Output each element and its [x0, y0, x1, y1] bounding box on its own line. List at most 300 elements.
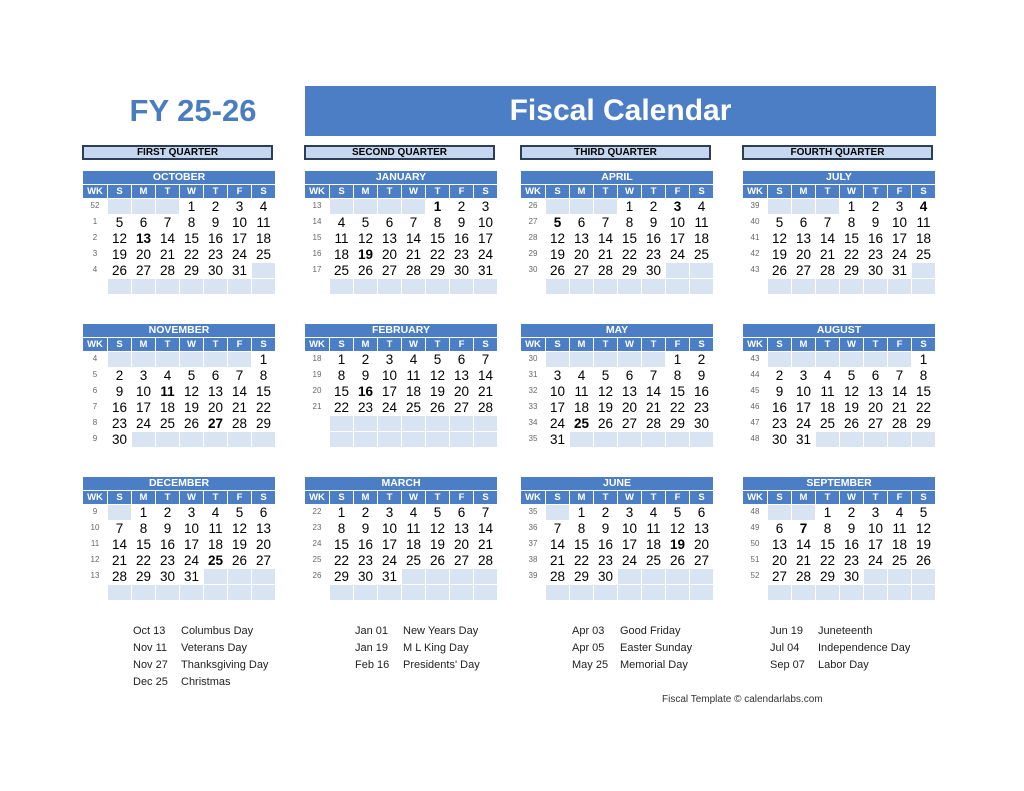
week-number: [83, 584, 107, 600]
empty-day-cell: [132, 352, 155, 367]
day-cell: 14: [645, 384, 662, 400]
empty-day-cell: [912, 263, 935, 278]
day-cell: 13: [381, 231, 398, 247]
empty-day-cell: [204, 352, 227, 367]
holiday-date: Sep 07: [770, 659, 805, 671]
empty-day-cell: [690, 432, 713, 447]
day-cell: 28: [405, 263, 422, 279]
weekday-header: F: [666, 491, 689, 504]
day-cell: 29: [333, 569, 350, 585]
day-cell: 3: [385, 505, 394, 520]
weekday-header: T: [204, 185, 227, 198]
empty-day-cell: [816, 352, 839, 367]
day-cell: 15: [573, 537, 590, 553]
week-number-header: WK: [305, 338, 329, 351]
weekday-header: S: [768, 185, 791, 198]
holiday-item: [572, 623, 692, 640]
week-row: [304, 568, 497, 584]
week-number-header: WK: [521, 491, 545, 504]
weekday-header: T: [156, 338, 179, 351]
day-cell: 11: [916, 215, 931, 231]
empty-day-cell: [450, 432, 473, 447]
day-cell: 7: [409, 215, 418, 231]
week-number: 5: [92, 370, 98, 380]
week-number: 6: [92, 386, 98, 396]
empty-day-cell: [666, 432, 689, 447]
weekday-header: F: [228, 185, 251, 198]
day-cell: 16: [645, 231, 662, 247]
day-cell: 11: [820, 384, 835, 400]
holiday-item: [572, 657, 692, 674]
empty-day-cell: [426, 416, 449, 431]
day-cell: 22: [843, 247, 860, 263]
empty-day-cell: [252, 432, 275, 447]
week-row: [520, 383, 713, 399]
day-cell: 12: [915, 521, 932, 537]
weekday-header: S: [330, 338, 353, 351]
empty-day-cell: [912, 432, 935, 447]
empty-day-cell: [546, 352, 569, 367]
weekday-header: T: [594, 185, 617, 198]
day-cell: 12: [843, 384, 860, 400]
day-cell: 13: [795, 231, 812, 247]
day-cell: 26: [357, 263, 374, 279]
empty-day-cell: [228, 569, 251, 584]
day-cell: 30: [771, 432, 788, 448]
week-row: [742, 552, 935, 568]
week-number: 20: [312, 386, 322, 396]
empty-day-cell: [618, 432, 641, 447]
empty-day-cell: [252, 585, 275, 600]
empty-day-cell: [840, 352, 863, 367]
day-cell: 12: [183, 384, 200, 400]
weekday-header: T: [594, 491, 617, 504]
day-cell: 15: [333, 537, 350, 553]
empty-day-cell: [450, 279, 473, 294]
holiday-name: Veterans Day: [181, 642, 248, 654]
day-cell: 18: [405, 384, 422, 400]
day-cell: 27: [771, 569, 788, 585]
weekday-header: W: [840, 338, 863, 351]
week-row: [520, 568, 713, 584]
month-title: AUGUST: [743, 324, 935, 337]
empty-day-cell: [888, 432, 911, 447]
week-number: 26: [528, 201, 538, 210]
week-number: 8: [92, 418, 98, 428]
day-cell: 30: [597, 569, 614, 585]
empty-day-cell: [378, 432, 401, 447]
week-number: 13: [312, 201, 322, 210]
day-cell: 11: [694, 215, 709, 231]
day-cell: 22: [819, 553, 836, 569]
weekday-header: M: [792, 185, 815, 198]
day-cell: 30: [159, 569, 176, 585]
weekday-header: T: [156, 185, 179, 198]
day-cell: 19: [549, 247, 566, 263]
empty-day-cell: [204, 585, 227, 600]
week-number: 35: [528, 434, 538, 444]
weekday-header: F: [450, 491, 473, 504]
weekday-header: S: [690, 491, 713, 504]
day-cell: 14: [597, 231, 614, 247]
day-cell: 24: [135, 416, 152, 432]
month-title: MAY: [521, 324, 713, 337]
weekday-header: T: [378, 185, 401, 198]
week-number-header: WK: [305, 185, 329, 198]
day-cell: 7: [481, 352, 490, 367]
empty-day-cell: [546, 585, 569, 600]
day-cell: 5: [919, 505, 928, 520]
weekday-header: S: [912, 185, 935, 198]
day-cell: 10: [549, 384, 566, 400]
week-number: 37: [528, 539, 538, 549]
day-cell: 6: [457, 505, 466, 520]
empty-day-cell: [912, 569, 935, 584]
week-number: 19: [312, 370, 322, 380]
week-number: 7: [92, 402, 98, 412]
month-february: [304, 324, 497, 448]
day-cell: 6: [259, 505, 268, 520]
holiday-day-cell: 4: [919, 199, 928, 214]
day-cell: 1: [337, 352, 346, 367]
empty-day-cell: [402, 569, 425, 584]
week-number: 29: [528, 249, 538, 259]
weekday-header: S: [912, 338, 935, 351]
empty-day-cell: [570, 352, 593, 367]
weekday-header-row: [304, 490, 497, 504]
empty-day-cell: [888, 352, 911, 367]
week-number-header: WK: [83, 338, 107, 351]
day-cell: 15: [255, 384, 272, 400]
weekday-header: F: [450, 185, 473, 198]
weekday-header: M: [132, 338, 155, 351]
week-number: 1: [92, 217, 98, 227]
empty-day-cell: [912, 585, 935, 600]
day-cell: 12: [597, 384, 614, 400]
month-january: [304, 171, 497, 295]
day-cell: 20: [693, 537, 710, 553]
day-cell: 16: [159, 537, 176, 553]
weekday-header: W: [618, 338, 641, 351]
week-number: 25: [312, 555, 322, 565]
day-cell: 22: [333, 553, 350, 569]
day-cell: 13: [453, 368, 470, 384]
weekday-header: T: [426, 185, 449, 198]
week-number: 30: [528, 265, 538, 275]
day-cell: 16: [867, 231, 884, 247]
week-number-header: WK: [521, 185, 545, 198]
week-number: 39: [750, 201, 760, 210]
empty-day-cell: [768, 352, 791, 367]
empty-day-cell: [570, 199, 593, 214]
empty-day-cell: [228, 279, 251, 294]
empty-day-cell: [354, 416, 377, 431]
day-cell: 2: [361, 352, 370, 367]
empty-day-cell: [642, 569, 665, 584]
month-july: [742, 171, 935, 295]
day-cell: 9: [361, 521, 370, 537]
day-cell: 1: [847, 199, 856, 214]
day-cell: 5: [601, 368, 610, 384]
weekday-header: F: [888, 185, 911, 198]
day-cell: 5: [775, 215, 784, 231]
empty-day-cell: [474, 432, 497, 447]
day-cell: 30: [357, 569, 374, 585]
week-number: 4: [92, 265, 98, 275]
weekday-header: W: [180, 338, 203, 351]
month-title: JANUARY: [305, 171, 497, 184]
day-cell: 16: [207, 231, 224, 247]
day-cell: 2: [775, 368, 784, 384]
day-cell: 28: [795, 569, 812, 585]
day-cell: 19: [183, 400, 200, 416]
day-cell: 2: [601, 505, 610, 520]
day-cell: 10: [669, 215, 686, 231]
week-row: [742, 536, 935, 552]
day-cell: 8: [259, 368, 268, 384]
empty-day-cell: [474, 279, 497, 294]
day-cell: 12: [429, 521, 446, 537]
week-number: [305, 415, 329, 431]
day-cell: 8: [625, 215, 634, 231]
weekday-header: T: [864, 338, 887, 351]
week-number: 45: [750, 386, 760, 396]
day-cell: 30: [693, 416, 710, 432]
day-cell: 9: [601, 521, 610, 537]
day-cell: 27: [867, 416, 884, 432]
month-title: MARCH: [305, 477, 497, 490]
holiday-date: Apr 05: [572, 642, 605, 654]
week-number: 26: [312, 571, 322, 581]
day-cell: 31: [183, 569, 200, 585]
day-cell: 4: [823, 368, 832, 384]
day-cell: 23: [867, 247, 884, 263]
day-cell: 2: [115, 368, 124, 384]
weekday-header: W: [402, 491, 425, 504]
weekday-header: S: [252, 185, 275, 198]
day-cell: 11: [574, 384, 589, 400]
week-row: [82, 415, 275, 431]
day-cell: 5: [433, 352, 442, 367]
empty-day-cell: [132, 432, 155, 447]
weekday-header: T: [378, 491, 401, 504]
day-cell: 8: [433, 215, 442, 231]
holiday-day-cell: 5: [553, 215, 562, 231]
weekday-header: S: [474, 338, 497, 351]
weekday-header: M: [132, 491, 155, 504]
day-cell: 29: [621, 263, 638, 279]
weekday-header: S: [474, 491, 497, 504]
day-cell: 14: [795, 537, 812, 553]
empty-day-cell: [378, 199, 401, 214]
footer-credit: Fiscal Template © calendarlabs.com: [662, 694, 823, 705]
day-cell: 31: [477, 263, 494, 279]
week-row: [304, 536, 497, 552]
day-cell: 24: [381, 400, 398, 416]
weekday-header: S: [108, 338, 131, 351]
day-cell: 24: [381, 553, 398, 569]
weekday-header: F: [228, 338, 251, 351]
day-cell: 26: [549, 263, 566, 279]
day-cell: 13: [573, 231, 590, 247]
week-row: [742, 351, 935, 367]
weekday-header-row: [82, 337, 275, 351]
day-cell: 26: [597, 416, 614, 432]
day-cell: 24: [669, 247, 686, 263]
day-cell: 21: [111, 553, 128, 569]
week-row: [520, 584, 713, 600]
empty-day-cell: [180, 585, 203, 600]
week-row: [304, 520, 497, 536]
weekday-header: S: [546, 185, 569, 198]
empty-day-cell: [666, 569, 689, 584]
week-row: [742, 214, 935, 230]
empty-day-cell: [570, 432, 593, 447]
empty-day-cell: [474, 569, 497, 584]
week-row: [742, 415, 935, 431]
empty-day-cell: [132, 585, 155, 600]
day-cell: 20: [255, 537, 272, 553]
empty-day-cell: [840, 432, 863, 447]
day-cell: 11: [334, 231, 349, 247]
holiday-date: May 25: [572, 659, 609, 671]
weekday-header: T: [816, 185, 839, 198]
day-cell: 9: [163, 521, 172, 537]
day-cell: 4: [259, 199, 268, 214]
holiday-date: Jul 04: [770, 642, 800, 654]
day-cell: 16: [771, 400, 788, 416]
weekday-header: T: [156, 491, 179, 504]
day-cell: 26: [429, 400, 446, 416]
day-cell: 10: [477, 215, 494, 231]
week-number: [521, 278, 545, 294]
weekday-header: W: [180, 491, 203, 504]
week-row: [82, 383, 275, 399]
weekday-header: T: [642, 185, 665, 198]
day-cell: 15: [669, 384, 686, 400]
week-row: [82, 351, 275, 367]
empty-day-cell: [378, 416, 401, 431]
empty-day-cell: [180, 432, 203, 447]
holiday-name: Presidents' Day: [403, 659, 480, 671]
day-cell: 14: [819, 231, 836, 247]
week-row: [304, 198, 497, 214]
week-number-header: WK: [83, 491, 107, 504]
empty-day-cell: [816, 432, 839, 447]
month-august: [742, 324, 935, 448]
empty-day-cell: [330, 279, 353, 294]
empty-day-cell: [450, 416, 473, 431]
day-cell: 22: [429, 247, 446, 263]
month-june: [520, 477, 713, 601]
day-cell: 15: [429, 231, 446, 247]
day-cell: 3: [187, 505, 196, 520]
day-cell: 17: [621, 537, 638, 553]
day-cell: 30: [843, 569, 860, 585]
day-cell: 11: [406, 521, 421, 537]
week-number: 52: [90, 201, 100, 210]
day-cell: 21: [477, 384, 494, 400]
day-cell: 14: [111, 537, 128, 553]
week-row: [82, 568, 275, 584]
day-cell: 19: [429, 537, 446, 553]
holiday-day-cell: 19: [669, 537, 686, 553]
day-cell: 21: [795, 553, 812, 569]
weekday-header: F: [888, 491, 911, 504]
week-number: [305, 584, 329, 600]
holiday-date: Jan 01: [355, 625, 389, 637]
day-cell: 18: [255, 231, 272, 247]
day-cell: 10: [795, 384, 812, 400]
quarter-header-1: FIRST QUARTER: [82, 145, 273, 160]
day-cell: 27: [621, 416, 638, 432]
week-row: [520, 246, 713, 262]
day-cell: 17: [381, 384, 398, 400]
day-cell: 23: [453, 247, 470, 263]
week-row: [82, 431, 275, 447]
empty-day-cell: [864, 432, 887, 447]
day-cell: 30: [111, 432, 128, 448]
weekday-header: T: [594, 338, 617, 351]
empty-day-cell: [618, 585, 641, 600]
empty-day-cell: [768, 199, 791, 214]
empty-day-cell: [180, 279, 203, 294]
day-cell: 5: [187, 368, 196, 384]
empty-day-cell: [228, 585, 251, 600]
weekday-header: T: [642, 491, 665, 504]
week-number: [305, 431, 329, 447]
holiday-list-q2: [355, 623, 480, 674]
day-cell: 19: [915, 537, 932, 553]
weekday-header: W: [840, 491, 863, 504]
day-cell: 31: [231, 263, 248, 279]
day-cell: 5: [673, 505, 682, 520]
week-number: 51: [750, 555, 760, 565]
weekday-header: W: [618, 491, 641, 504]
day-cell: 25: [405, 553, 422, 569]
day-cell: 7: [163, 215, 172, 231]
weekday-header: T: [642, 338, 665, 351]
empty-day-cell: [426, 569, 449, 584]
day-cell: 30: [645, 263, 662, 279]
holiday-day-cell: 7: [799, 521, 808, 537]
day-cell: 17: [135, 400, 152, 416]
week-number: 3: [92, 249, 98, 259]
week-number-header: WK: [743, 185, 767, 198]
empty-day-cell: [912, 279, 935, 294]
day-cell: 17: [795, 400, 812, 416]
day-cell: 1: [673, 352, 682, 367]
empty-day-cell: [690, 569, 713, 584]
week-number: 41: [750, 233, 760, 243]
week-row: [742, 584, 935, 600]
week-row: [82, 536, 275, 552]
empty-day-cell: [156, 279, 179, 294]
week-row: [304, 351, 497, 367]
day-cell: 11: [406, 368, 421, 384]
empty-day-cell: [354, 279, 377, 294]
month-april: [520, 171, 713, 295]
day-cell: 25: [819, 416, 836, 432]
day-cell: 23: [111, 416, 128, 432]
weekday-header-row: [742, 184, 935, 198]
empty-day-cell: [330, 432, 353, 447]
day-cell: 10: [183, 521, 200, 537]
holiday-day-cell: 27: [207, 416, 224, 432]
empty-day-cell: [642, 585, 665, 600]
day-cell: 10: [135, 384, 152, 400]
holiday-item: [572, 640, 692, 657]
